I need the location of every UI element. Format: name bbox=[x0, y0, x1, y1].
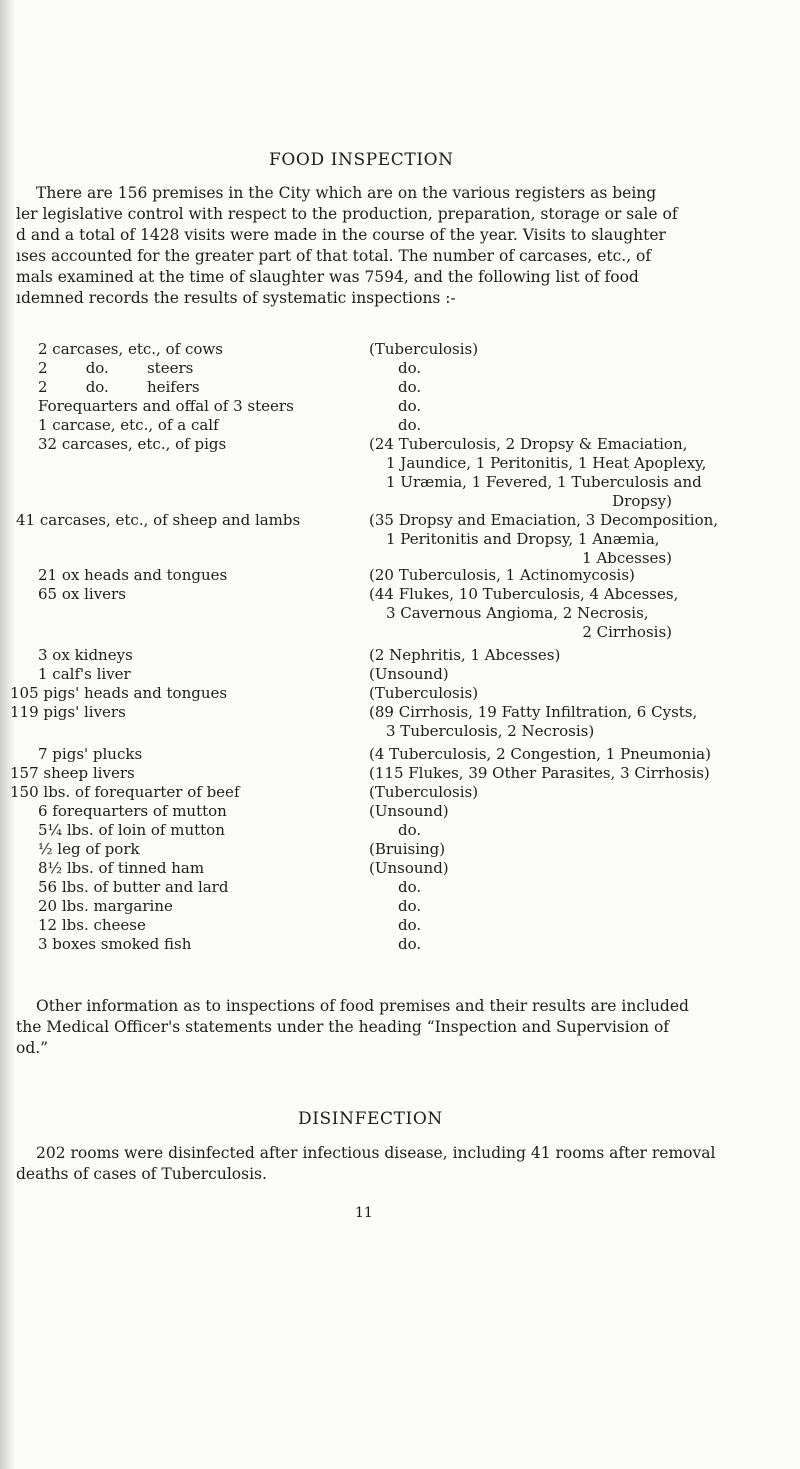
list-item-reason: 1 Abcesses) bbox=[582, 549, 672, 567]
list-item: 119 pigs' livers bbox=[10, 703, 126, 721]
list-item-reason: 1 Peritonitis and Dropsy, 1 Anæmia, bbox=[386, 530, 660, 548]
closing-line: the Medical Officer's statements under the heading “Inspection and Supervision of bbox=[16, 1018, 670, 1036]
food-inspection-title: FOOD INSPECTION bbox=[269, 150, 454, 170]
page-number: 11 bbox=[355, 1205, 373, 1221]
list-item: 5¼ lbs. of loin of mutton bbox=[38, 821, 225, 839]
list-item-reason: (Tuberculosis) bbox=[369, 783, 479, 801]
list-item-reason: Dropsy) bbox=[612, 492, 672, 510]
intro-line: mals examined at the time of slaughter was 7594, and the following list of food bbox=[16, 268, 639, 286]
list-item: 65 ox livers bbox=[38, 585, 126, 603]
list-item: Forequarters and offal of 3 steers bbox=[38, 397, 294, 415]
closing-line: od.” bbox=[16, 1039, 49, 1057]
list-item: 3 ox kidneys bbox=[38, 646, 133, 664]
list-item-reason: do. bbox=[398, 378, 422, 396]
intro-line: There are 156 premises in the City which are on the various registers as being bbox=[36, 184, 657, 202]
list-item-reason: (4 Tuberculosis, 2 Congestion, 1 Pneumonia) bbox=[369, 745, 711, 763]
list-item-reason: (Unsound) bbox=[369, 665, 449, 683]
list-item: 2 do. heifers bbox=[38, 378, 200, 396]
intro-line: ıses accounted for the greater part of that total. The number of carcases, etc., of bbox=[16, 247, 652, 265]
list-item: 7 pigs' plucks bbox=[38, 745, 143, 763]
list-item: 20 lbs. margarine bbox=[38, 897, 173, 915]
list-item: 12 lbs. cheese bbox=[38, 916, 146, 934]
list-item-reason: do. bbox=[398, 935, 422, 953]
intro-line: d and a total of 1428 visits were made in the course of the year. Visits to slaughter bbox=[16, 226, 666, 244]
list-item-reason: do. bbox=[398, 416, 422, 434]
list-item-reason: (Tuberculosis) bbox=[369, 340, 479, 358]
list-item-reason: (20 Tuberculosis, 1 Actinomycosis) bbox=[369, 566, 635, 584]
list-item: 8½ lbs. of tinned ham bbox=[38, 859, 205, 877]
list-item-reason: do. bbox=[398, 359, 422, 377]
list-item-reason: do. bbox=[398, 821, 422, 839]
list-item: 1 calf's liver bbox=[38, 665, 131, 683]
list-item: ½ leg of pork bbox=[38, 840, 140, 858]
list-item-reason: do. bbox=[398, 916, 422, 934]
disinfection-line: 202 rooms were disinfected after infectious disease, including 41 rooms after removal bbox=[36, 1144, 716, 1162]
list-item-reason: (Bruising) bbox=[369, 840, 446, 858]
list-item-reason: do. bbox=[398, 397, 422, 415]
list-item: 6 forequarters of mutton bbox=[38, 802, 227, 820]
list-item-reason: 1 Jaundice, 1 Peritonitis, 1 Heat Apoplexy, bbox=[386, 454, 707, 472]
list-item-reason: (35 Dropsy and Emaciation, 3 Decomposition, bbox=[369, 511, 719, 529]
list-item: 3 boxes smoked fish bbox=[38, 935, 192, 953]
intro-line: ler legislative control with respect to the production, preparation, storage or sale of bbox=[16, 205, 678, 223]
list-item: 2 do. steers bbox=[38, 359, 194, 377]
list-item: 105 pigs' heads and tongues bbox=[10, 684, 228, 702]
list-item-reason: (Tuberculosis) bbox=[369, 684, 479, 702]
list-item-reason: 1 Uræmia, 1 Fevered, 1 Tuberculosis and bbox=[386, 473, 702, 491]
list-item-reason: (89 Cirrhosis, 19 Fatty Infiltration, 6 Cysts, bbox=[369, 703, 698, 721]
list-item-reason: do. bbox=[398, 897, 422, 915]
list-item: 157 sheep livers bbox=[10, 764, 135, 782]
intro-line: ıdemned records the results of systematic inspections :- bbox=[16, 289, 456, 307]
list-item-reason: do. bbox=[398, 878, 422, 896]
list-item-reason: (24 Tuberculosis, 2 Dropsy & Emaciation, bbox=[369, 435, 688, 453]
list-item-reason: 3 Tuberculosis, 2 Necrosis) bbox=[386, 722, 595, 740]
list-item: 150 lbs. of forequarter of beef bbox=[10, 783, 240, 801]
binding-gutter bbox=[0, 0, 16, 1469]
list-item: 21 ox heads and tongues bbox=[38, 566, 228, 584]
list-item: 2 carcases, etc., of cows bbox=[38, 340, 223, 358]
list-item: 1 carcase, etc., of a calf bbox=[38, 416, 219, 434]
list-item-reason: (Unsound) bbox=[369, 859, 449, 877]
list-item-reason: 2 Cirrhosis) bbox=[582, 623, 672, 641]
disinfection-line: deaths of cases of Tuberculosis. bbox=[16, 1165, 267, 1183]
closing-line: Other information as to inspections of food premises and their results are included bbox=[36, 997, 689, 1015]
list-item-reason: (115 Flukes, 39 Other Parasites, 3 Cirrhosis) bbox=[369, 764, 710, 782]
list-item: 56 lbs. of butter and lard bbox=[38, 878, 229, 896]
list-item-reason: 3 Cavernous Angioma, 2 Necrosis, bbox=[386, 604, 649, 622]
list-item-reason: (Unsound) bbox=[369, 802, 449, 820]
list-item-reason: (44 Flukes, 10 Tuberculosis, 4 Abcesses, bbox=[369, 585, 679, 603]
list-item: 32 carcases, etc., of pigs bbox=[38, 435, 227, 453]
list-item: 41 carcases, etc., of sheep and lambs bbox=[16, 511, 301, 529]
disinfection-title: DISINFECTION bbox=[298, 1109, 443, 1129]
list-item-reason: (2 Nephritis, 1 Abcesses) bbox=[369, 646, 561, 664]
